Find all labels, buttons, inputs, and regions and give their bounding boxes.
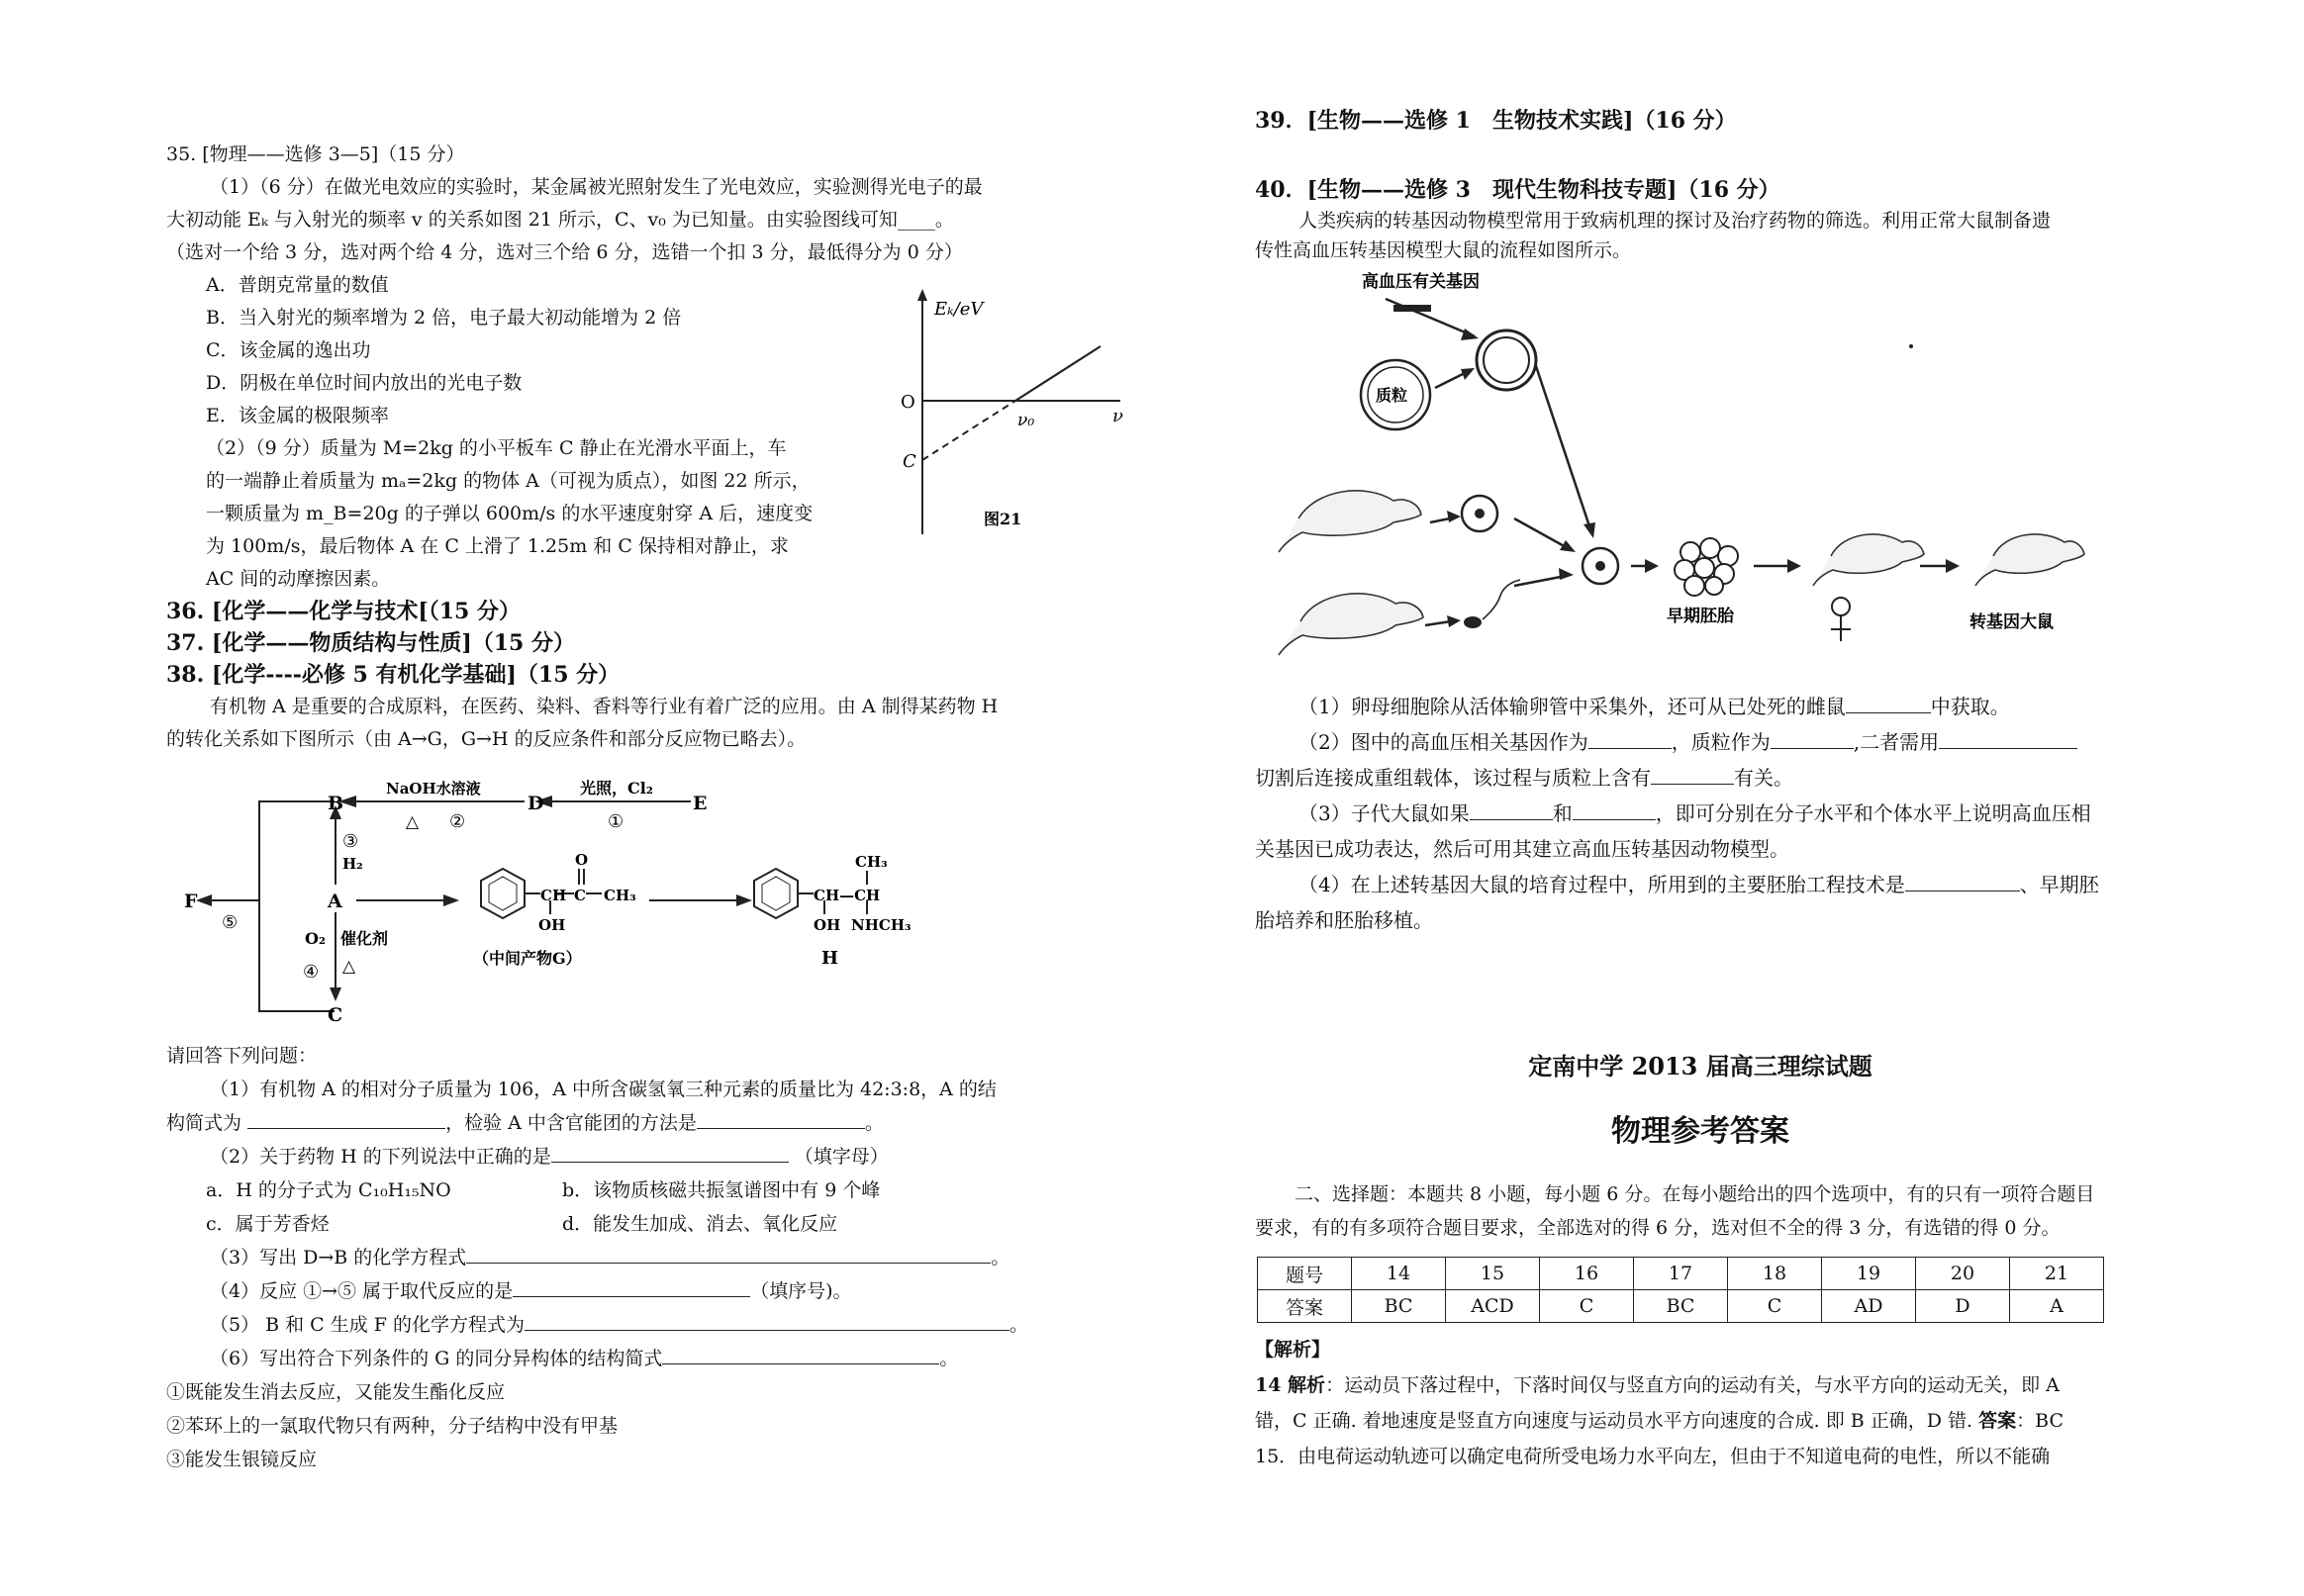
embryo-label: 早期胚胎	[1667, 607, 1734, 626]
q38-sub2-opts-row1: a．H 的分子式为 C₁₀H₁₅NO b．该物质核磁共振氢谱图中有 9 个峰	[206, 1179, 881, 1201]
answer-blank[interactable]	[1470, 799, 1553, 820]
answer-blank[interactable]	[1573, 799, 1656, 820]
answer-table-row-answers	[1258, 1290, 2104, 1323]
scheme-naoh-label: NaOH水溶液	[386, 780, 481, 798]
q40-sub3-line1: （3）子代大鼠如果 和 ，即可分别在分子水平和个体水平上说明高血压相	[1298, 801, 2091, 825]
scheme-D: D	[528, 793, 544, 814]
q38-cond-3: ③能发生银镜反应	[166, 1449, 318, 1470]
table-cell: BC	[1352, 1290, 1446, 1323]
table-cell: 19	[1822, 1258, 1916, 1290]
figure-21-caption: 图21	[984, 510, 1022, 528]
scheme-B: B	[328, 793, 344, 814]
q38-cond-1: ①既能发生消去反应，又能发生酯化反应	[166, 1381, 506, 1403]
q40-intro-line2: 传性高血压转基因模型大鼠的流程如图所示。	[1255, 239, 1632, 261]
q38-questions	[166, 1039, 1106, 1476]
scheme-h2-label: H₂	[342, 855, 363, 873]
q40-header: 40．[生物——选修 3 现代生物科技专题]（16 分）	[1255, 177, 1780, 203]
q40-sub2-line1: （2）图中的高血压相关基因作为 ，质粒作为 ,二者需用	[1255, 724, 2205, 760]
table-cell: ACD	[1446, 1290, 1540, 1323]
table-cell: 21	[2010, 1258, 2104, 1290]
answer-table	[1257, 1257, 2104, 1323]
q40-sub4-line2: 胎培养和胚胎移植。	[1255, 908, 1433, 932]
scheme-h-chain: CH—CH	[814, 887, 881, 904]
table-cell: C	[1540, 1290, 1634, 1323]
q38-cond-2: ②苯环上的一氯取代物只有两种，分子结构中没有甲基	[166, 1415, 619, 1437]
q35-header: 35. [物理——选修 3—5]（15 分）	[166, 143, 465, 165]
scheme-step-2: ②	[449, 811, 466, 832]
q35-option-c: C．该金属的逸出功	[206, 339, 371, 361]
figure-21-x-label: ν	[1112, 406, 1123, 426]
answer-blank[interactable]	[525, 1310, 1009, 1331]
scheme-h-ch3: CH₃	[855, 853, 888, 871]
table-cell: D	[1916, 1290, 2010, 1323]
figure-21-origin: O	[901, 392, 915, 413]
scheme-g-o: O	[575, 851, 589, 869]
q36-header: 36. [化学——化学与技术[（15 分）	[166, 599, 522, 624]
q38-sub2-opts-row2: c．属于芳香烃 d．能发生加成、消去、氧化反应	[206, 1213, 838, 1235]
table-row-label: 答案	[1258, 1290, 1352, 1323]
q38-intro-line1: 有机物 A 是重要的合成原料，在医药、染料、香料等行业有着广泛的应用。由 A 制得某药物 H	[210, 696, 999, 717]
q35-part2-line4: 为 100m/s，最后物体 A 在 C 上滑了 1.25m 和 C 保持相对静止，求	[206, 535, 789, 557]
scheme-step-4: ④	[303, 962, 320, 983]
table-cell: 16	[1540, 1258, 1634, 1290]
q38-header: 38. [化学----必修 5 有机化学基础]（15 分）	[166, 662, 621, 688]
analysis-15-line1: 15．由电荷运动轨迹可以确定电荷所受电场力水平向左，但由于不知道电荷的电性，所以不能确	[1255, 1446, 2051, 1467]
q38-prompt: 请回答下列问题：	[166, 1045, 318, 1067]
scheme-g-name: （中间产物G）	[473, 949, 582, 968]
scheme-g-c: C	[574, 887, 586, 904]
q40-sub3-line2: 关基因已成功表达，然后可用其建立高血压转基因动物模型。	[1255, 837, 1789, 861]
table-cell: 15	[1446, 1258, 1540, 1290]
q35-option-e: E．该金属的极限频率	[206, 405, 389, 426]
figure-21-x-intercept: ν₀	[1017, 411, 1035, 430]
q38-sub5: （5） B 和 C 生成 F 的化学方程式为 。	[166, 1308, 1106, 1342]
figure-21-y-intercept: C	[903, 451, 916, 472]
q35-option-d: D．阴极在单位时间内放出的光电子数	[206, 372, 523, 394]
answer-key-title: 物理参考答案	[1611, 1114, 1789, 1149]
transgenic-rat-flow-diagram	[1277, 259, 2088, 675]
selection-line2: 要求，有的有多项符合题目要求，全部选对的得 6 分，选对但不全的得 3 分，有选错的得 0 分。	[1255, 1217, 2061, 1239]
q39-header: 39．[生物——选修 1 生物技术实践]（16 分）	[1255, 108, 1737, 134]
q40-intro-line1: 人类疾病的转基因动物模型常用于致病机理的探讨及治疗药物的筛选。利用正常大鼠制备遗	[1298, 210, 2052, 232]
scheme-catalyst-label: 催化剂	[340, 929, 389, 948]
scheme-heat-2: △	[406, 812, 420, 832]
answer-blank[interactable]	[247, 1108, 445, 1129]
q38-sub4: （4）反应 ①→⑤ 属于取代反应的是 （填序号)。	[166, 1274, 1106, 1308]
answer-blank[interactable]	[513, 1276, 750, 1297]
scheme-g-ch3: CH₃	[604, 887, 636, 904]
q38-sub1-line2: 构简式为 ，检验 A 中含官能团的方法是 。	[166, 1106, 1106, 1140]
q38-sub1-line1: （1）有机物 A 的相对分子质量为 106，A 中所含碳氢氧三种元素的质量比为 42:3:8，A 的结	[210, 1079, 997, 1100]
scheme-step-5: ⑤	[222, 912, 239, 933]
q35-part2-line3: 一颗质量为 m_B=20g 的子弹以 600m/s 的水平速度射穿 A 后，速度变	[206, 503, 814, 524]
q40-questions	[1255, 689, 2205, 938]
figure-21-graph	[891, 287, 1148, 544]
answer-table-row-numbers	[1258, 1258, 2104, 1290]
q35-option-a: A．普朗克常量的数值	[206, 274, 389, 296]
scheme-H: H	[821, 948, 839, 969]
selection-instructions	[1255, 1177, 2205, 1245]
school-title: 定南中学 2013 届高三理综试题	[1528, 1052, 1872, 1080]
answer-blank[interactable]	[1939, 728, 2077, 749]
q35-part2-line1: （2）（9 分）质量为 M=2kg 的小平板车 C 静止在光滑水平面上，车	[206, 437, 787, 459]
q35-option-b: B．当入射光的频率增为 2 倍，电子最大初动能增为 2 倍	[206, 307, 682, 329]
q40-sub4-line1: （4）在上述转基因大鼠的培育过程中，所用到的主要胚胎工程技术是 、早期胚	[1298, 873, 2099, 896]
table-cell: C	[1728, 1290, 1822, 1323]
q38-sub2: （2）关于药物 H 的下列说法中正确的是 （填字母）	[166, 1140, 1106, 1174]
figure-21-y-label: Eₖ/eV	[934, 299, 984, 320]
answer-blank[interactable]	[551, 1142, 789, 1163]
scheme-step-1: ①	[608, 811, 624, 832]
answer-blank[interactable]	[1771, 728, 1854, 749]
q35-part1-line1: （1）（6 分）在做光电效应的实验时，某金属被光照射发生了光电效应，实验测得光电子的最	[210, 176, 983, 198]
q35-part2-line5: AC 间的动摩擦因素。	[206, 568, 391, 590]
analysis-label: 【解析】	[1255, 1339, 1331, 1361]
q38-intro-line2: 的转化关系如下图所示（由 A→G，G→H 的反应条件和部分反应物已略去）。	[166, 728, 807, 750]
answer-blank[interactable]	[1651, 764, 1734, 785]
table-cell: 20	[1916, 1258, 2010, 1290]
right-column	[1255, 105, 2205, 265]
q37-header: 37. [化学——物质结构与性质]（15 分）	[166, 630, 576, 656]
table-cell: 18	[1728, 1258, 1822, 1290]
reaction-scheme	[166, 774, 958, 1031]
q40-sub2-line2: 切割后连接成重组载体，该过程与质粒上含有 有关。	[1255, 766, 1793, 790]
gene-label: 高血压有关基因	[1362, 272, 1480, 292]
table-row-label: 题号	[1258, 1258, 1352, 1290]
scheme-A: A	[328, 891, 342, 912]
scheme-g-oh: OH	[538, 916, 566, 934]
table-cell: AD	[1822, 1290, 1916, 1323]
table-cell: BC	[1634, 1290, 1728, 1323]
q38-sub6: （6）写出符合下列条件的 G 的同分异构体的结构简式 。	[166, 1342, 1106, 1375]
q40-sub1: （1）卵母细胞除从活体输卵管中采集外，还可从已处死的雌鼠 中获取。	[1298, 695, 2010, 718]
scheme-g-ch: CH	[540, 887, 567, 904]
scheme-o2-label: O₂	[305, 929, 326, 948]
answer-blank[interactable]	[1588, 728, 1672, 749]
scheme-h-nhch3: NHCH₃	[851, 916, 912, 934]
analysis-section	[1255, 1332, 2205, 1474]
q35-part1-line3: （选对一个给 3 分，选对两个给 4 分，选对三个给 6 分，选错一个扣 3 分，最低得分为 0 分）	[166, 241, 963, 263]
scheme-heat-4: △	[342, 957, 356, 977]
scheme-F: F	[184, 891, 198, 912]
scheme-h-oh: OH	[814, 916, 841, 934]
analysis-14-line2: 错，C 正确. 着地速度是竖直方向速度与运动员水平方向速度的合成. 即 B 正确，D 错. 答案：BC	[1255, 1410, 2064, 1432]
answer-blank[interactable]	[697, 1108, 865, 1129]
table-cell: 17	[1634, 1258, 1728, 1290]
plasmid-label: 质粒	[1376, 386, 1408, 405]
scheme-E: E	[693, 793, 708, 814]
selection-line1: 二、选择题：本题共 8 小题，每小题 6 分。在每小题给出的四个选项中，有的只有一项符合题目	[1295, 1183, 2095, 1205]
scheme-C: C	[328, 1004, 343, 1026]
answer-blank[interactable]	[466, 1243, 991, 1264]
transgenic-rat-label: 转基因大鼠	[1969, 612, 2054, 632]
answer-blank[interactable]	[1905, 871, 2020, 892]
table-cell: 14	[1352, 1258, 1446, 1290]
scheme-step-3: ③	[342, 831, 359, 852]
answer-blank[interactable]	[1846, 693, 1931, 713]
answer-blank[interactable]	[662, 1344, 939, 1364]
analysis-14-line1: 14 解析：运动员下落过程中，下落时间仅与竖直方向的运动有关，与水平方向的运动无关，即 A	[1255, 1374, 2060, 1396]
q35-part1-line2: 大初动能 Eₖ 与入射光的频率 v 的关系如图 21 所示，C、v₀ 为已知量。由实验图线可知____。	[166, 209, 954, 231]
scheme-light-cl2-label: 光照，Cl₂	[580, 779, 653, 798]
table-cell: A	[2010, 1290, 2104, 1323]
q38-sub3: （3）写出 D→B 的化学方程式 。	[166, 1241, 1106, 1274]
q35-part2-line2: 的一端静止着质量为 mₐ=2kg 的物体 A（可视为质点），如图 22 所示，	[206, 470, 811, 492]
